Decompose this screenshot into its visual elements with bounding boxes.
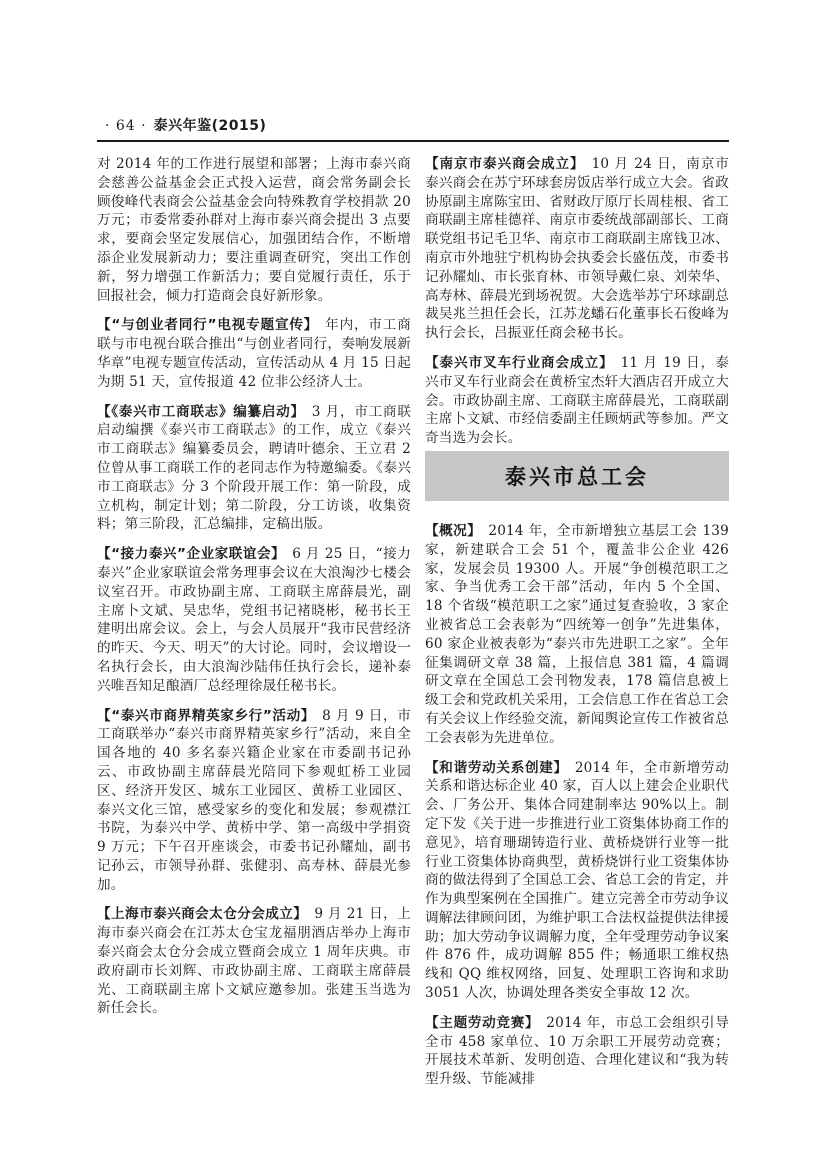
entry-text: 2014 年，市总工会组织引导全市 458 家单位、10 万余职工开展劳动竞赛；开展技术革新、发明创造、合理化建议和“我为转型升级、节能减排	[425, 1014, 729, 1088]
entry-heading: 【“泰兴市商界精英家乡行”活动】	[97, 707, 316, 724]
entry-text: 对 2014 年的工作进行展望和部署；上海市泰兴商会慈善公益基金会正式投入运营，商会常务副会长顾俊峰代表商会公益基金会向特殊教育学校捐款 20 万元；市委常委孙群对上海市泰兴商会提出 3 点要求，要商会坚定发展信心，加强团结合作，不断增添企业发展新动力；要注重调查研究，突出工作创新，努力增强工作新活力；要自觉履行责任，乐于回报社会，倾力打造商会良好新形象。	[97, 156, 411, 304]
entry-paragraph	[97, 545, 411, 695]
book-title: 泰兴年鉴(2015)	[153, 118, 267, 134]
entry-text: 6 月 25 日，“接力泰兴”企业家联谊会常务理事会议在大浪淘沙七楼会议室召开。市政协副主席、工商联主席薛晨光，副主席卜文斌、吴忠华，党组书记褚晓彬，秘书长王建明出席会议。会上，与会人员展开“我市民营经济的昨天、今天、明天”的大讨论。同时，会议增设一名执行会长，由大浪淘沙陆伟任执行会长，递补泰兴唯吾知足酿酒厂总经理徐晟任秘书长。	[97, 546, 411, 694]
running-header	[97, 116, 729, 136]
entry-heading: 【概况】	[425, 522, 482, 539]
entry-heading: 【《泰兴市工商联志》编纂启动】	[97, 403, 305, 420]
entry-heading: 【“与创业者同行”电视专题宣传】	[97, 317, 319, 334]
entry-text: 9 月 21 日，上海市泰兴商会在江苏太仓宝龙福朋酒店举办上海市泰兴商会太仓分会成立暨商会成立 1 周年庆典。市政府副市长刘辉、市政协副主席、工商联主席薛晨光、工商联副主席卜文斌应邀参加。张建玉当选为新任会长。	[97, 906, 411, 1017]
right-column-bottom-entries	[425, 522, 729, 1089]
entry-paragraph	[97, 403, 411, 535]
entry-text: 8 月 9 日，市工商联举办“泰兴市商界精英家乡行”活动，来自全国各地的 40 多名泰兴籍企业家在市委副书记孙云、市政协副主席薛晨光陪同下参观虹桥工业园区、经济开发区、城东工业园区、黄桥工业园区、泰兴文化三馆，感受家乡的变化和发展；参观襟江书院，为泰兴中学、黄桥中学、第一高级中学捐资 9 万元；下午召开座谈会，市委书记孙耀灿，副书记孙云，市领导孙群、张健羽、高寿林、薛晨光参加。	[97, 707, 411, 893]
entry-heading: 【和谐劳动关系创建】	[425, 759, 568, 776]
entry-paragraph	[425, 1014, 729, 1089]
entry-text: 10 月 24 日，南京市泰兴商会在苏宁环球套房饭店举行成立大会。省政协原副主席陈宝田、省财政厅原厅长周桂根、省工商联副主席桂德祥、南京市委统战部副部长、工商联党组书记毛卫华、南京市工商联副主席钱卫冰、南京市外地驻宁机构协会执委会长盛伍茂，市委书记孙耀灿、市长张育林、市领导戴仁泉、刘荣华、高寿林、薛晨光到场祝贺。大会选举苏宁环球副总裁吴兆兰担任会长，江苏龙蟠石化董事长石俊峰为执行会长，吕振亚任商会秘书长。	[425, 156, 729, 342]
section-title-box	[425, 451, 729, 501]
right-column-top-entries	[425, 155, 729, 448]
entry-heading: 【泰兴市叉车行业商会成立】	[425, 354, 614, 371]
left-column	[97, 155, 411, 1018]
entry-text: 2014 年，全市新增独立基层工会 139 家，新建联合工会 51 个，覆盖非公企业 426 家，发展会员 19300 人。开展“争创模范职工之家、争当优秀工会干部”活动，年内 5 个全国、18 个省级“模范职工之家”通过复查验收，3 家企业被省总工会表彰为“四统筹一创争”先进集体，60 家企业被表彰为“泰兴市先进职工之家”。全年征集调研文章 38 篇，上报信息 381 篇，4 篇调研文章在全国总工会刊物发表，178 篇信息被上级工会和党政机关采用，工会信息工作在省总工会有关会议上作经验交流，新闻舆论宣传工作被省总工会表彰为先进单位。	[425, 522, 729, 746]
entry-heading: 【上海市泰兴商会太仓分会成立】	[97, 906, 308, 923]
entry-text: 3 月，市工商联启动编撰《泰兴市工商联志》的工作，成立《泰兴市工商联志》编纂委员会，聘请叶德余、王立君 2 位曾从事工商联工作的老同志作为特邀编委。《泰兴市工商联志》分 3 个阶段开展工作：第一阶段，成立机构，制定计划；第二阶段，分工访谈，收集资料；第三阶段，汇总编排，定稿出版。	[97, 403, 412, 533]
entry-paragraph	[97, 316, 411, 391]
entry-paragraph	[425, 522, 729, 748]
left-column-entries	[97, 155, 411, 1018]
entry-heading: 【主题劳动竞赛】	[425, 1014, 540, 1031]
entry-text: 年内，市工商联与市电视台联合推出“与创业者同行，奏响发展新华章”电视专题宣传活动，宣传活动从 4 月 15 日起为期 51 天，宣传报道 42 位非公经济人士。	[97, 317, 411, 390]
entry-paragraph	[425, 759, 729, 1003]
page-number-marker: · 64 ·	[105, 118, 147, 134]
entry-heading: 【“接力泰兴”企业家联谊会】	[97, 546, 286, 563]
section-title: 泰兴市总工会	[505, 464, 649, 489]
right-column	[425, 155, 729, 1089]
entry-paragraph	[425, 354, 729, 448]
header-rule	[97, 140, 729, 142]
entry-paragraph	[97, 707, 411, 895]
entry-paragraph	[97, 155, 411, 305]
entry-paragraph	[425, 155, 729, 343]
entry-paragraph	[97, 905, 411, 1018]
entry-text: 2014 年，全市新增劳动关系和谐达标企业 40 家，百人以上建会企业职代会、厂务公开、集体合同建制率达 90%以上。制定下发《关于进一步推进行业工资集体协商工作的意见》，培育珊瑚铸造行业、黄桥烧饼行业等一批行业工资集体协商典型，黄桥烧饼行业工资集体协商的做法得到了全国总工会、省总工会的肯定，并作为典型案例在全国推广。建立完善全市劳动争议调解法律顾问团，为维护职工合法权益提供法律援助；加大劳动争议调解力度，全年受理劳动争议案件 876 件，成功调解 855 件；畅通职工维权热线和 QQ 维权网络，回复、处理职工咨询和求助 3051 人次，协调处理各类安全事故 12 次。	[425, 759, 730, 1002]
entry-text: 11 月 19 日，泰兴市叉车行业商会在黄桥宝杰轩大酒店召开成立大会。市政协副主席、工商联主席薛晨光，工商联副主席卜文斌、市经信委副主任顾炳武等参加。严文奇当选为会长。	[425, 354, 729, 447]
content-columns	[97, 155, 729, 1089]
entry-heading: 【南京市泰兴商会成立】	[425, 156, 585, 172]
